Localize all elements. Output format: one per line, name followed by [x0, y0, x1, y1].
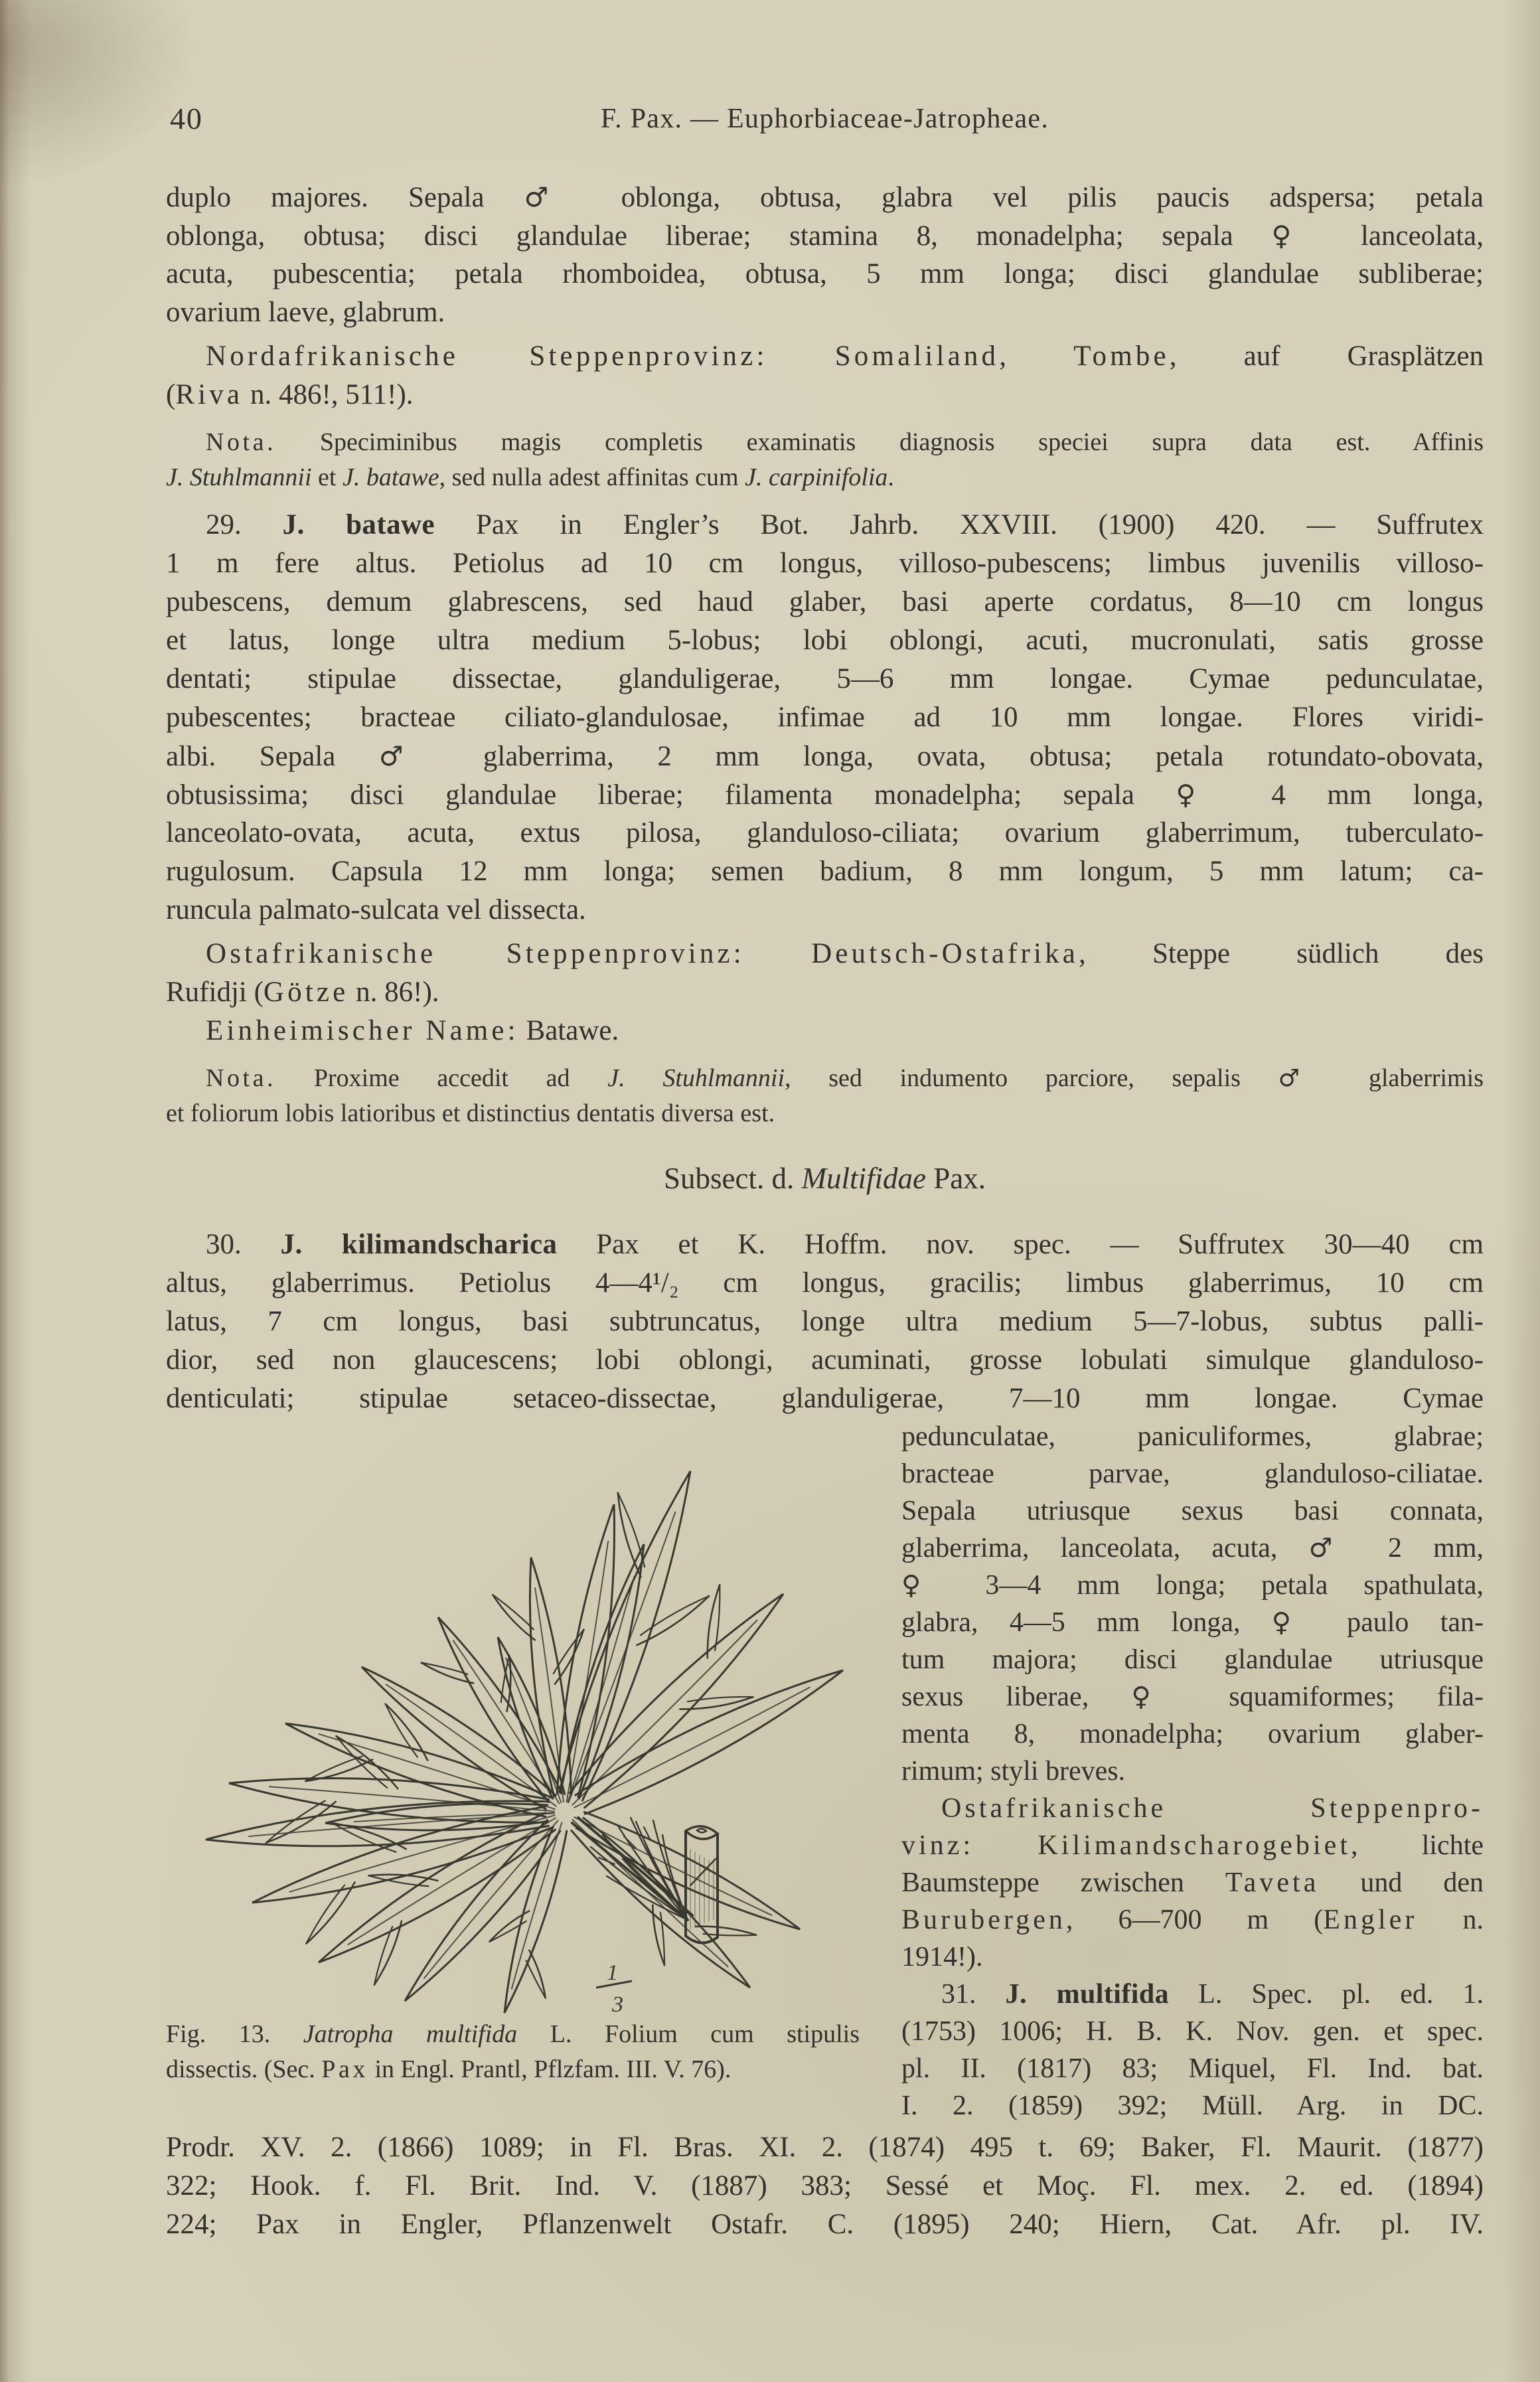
lobe-midvein	[569, 1512, 676, 1802]
stem-segment	[686, 1826, 718, 1943]
text-segment: glaberrimis	[1331, 1064, 1484, 1092]
text-line	[166, 698, 1484, 737]
text-segment: 224; Pax in Engler, Pflanzenwelt Ostafr. C. (1895) 240; Hiern, Cat. Afr. pl. IV.	[166, 2209, 1484, 2240]
letterspaced-text: Götze	[263, 977, 349, 1008]
text-segment: dior, sed non glaucescens; lobi oblongi, acuminati, grosse lobulati simulque glanduloso-	[166, 1344, 1484, 1376]
lobe-midvein	[319, 1734, 555, 1809]
right-column-text	[901, 1418, 1484, 2124]
text-line	[901, 1827, 1484, 1864]
side-spike	[554, 1630, 584, 1674]
text-line	[166, 973, 1484, 1012]
species-30-wrap	[901, 1418, 1484, 1790]
text-segment: latus, 7 cm longus, basi subtruncatus, longe ultra medium 5—7-lobus, subtus palli-	[166, 1306, 1484, 1337]
text-line	[166, 891, 1484, 929]
subsect-heading	[166, 1159, 1484, 1198]
letterspaced-text: Taveta	[1225, 1867, 1320, 1898]
text-line	[166, 544, 1484, 583]
text-segment: L. Folium cum stipulis	[517, 2020, 860, 2048]
text-line	[901, 1455, 1484, 1492]
text-segment: menta 8, monadelpha; ovarium glaber-	[901, 1719, 1484, 1749]
figure-row	[166, 1418, 1484, 2124]
letterspaced-text: Somaliland	[834, 341, 1000, 372]
text-segment: .	[887, 463, 894, 491]
text-segment: 1914!).	[901, 1942, 983, 1972]
text-segment: Rufidji (	[166, 977, 264, 1008]
text-segment: , Steppe südlich des	[1079, 938, 1484, 969]
text-segment: glaberrima, 2 mm longa, ovata, obtusa; petala rotundato-obovata,	[439, 741, 1484, 772]
scale-numerator: 1	[607, 1960, 618, 1985]
text-segment: 322; Hook. f. Fl. Brit. Ind. V. (1887) 383; Sessé et Moç. Fl. mex. 2. ed. (1894)	[166, 2170, 1484, 2201]
text-segment: dentati; stipulae dissectae, glanduligerae, 5—6 mm longae. Cymae pedunculatae,	[166, 663, 1484, 694]
letterspaced-text: Deutsch-Ostafrika	[811, 938, 1079, 969]
letterspaced-text: Engler	[1323, 1905, 1418, 1935]
text-segment: ,	[999, 341, 1074, 372]
text-segment: acuta, pubescentia; petala rhomboidea, obtusa, 5 mm longa; disci glandulae subliberae;	[166, 258, 1484, 289]
text-segment: 1 m fere altus. Petiolus ad 10 cm longus, villoso-pubescens; limbus juvenilis villoso-	[166, 548, 1484, 579]
italic-text: J. batawe	[342, 463, 439, 491]
bold-text: J. multifida	[1005, 1979, 1170, 2010]
bold-text: J. batawe	[282, 509, 435, 540]
text-line	[901, 1939, 1484, 1976]
text-segment: Prodr. XV. 2. (1866) 1089; in Fl. Bras. XI. 2. (1874) 495 t. 69; Baker, Fl. Maurit. (1877)	[166, 2132, 1484, 2163]
text-segment: rimum; styli breves.	[901, 1756, 1126, 1786]
text-line	[901, 1901, 1484, 1939]
text-line	[166, 2017, 860, 2052]
text-line	[901, 1715, 1484, 1753]
text-segment: , sed indumento parciore, sepalis	[785, 1064, 1278, 1092]
text-line	[901, 2050, 1484, 2087]
text-segment: , 6—700 m (	[1065, 1905, 1324, 1935]
lobe-outline	[252, 1806, 552, 1903]
text-line	[166, 737, 1484, 775]
page-header	[166, 100, 1484, 138]
stem-pith	[697, 1829, 706, 1833]
locality-somaliland	[166, 337, 1484, 414]
side-spike	[374, 1921, 402, 1985]
gender-symbol: ♂	[1278, 1064, 1332, 1092]
text-line	[166, 2052, 860, 2087]
italic-text: J. Stuhlmannii	[166, 463, 312, 491]
gender-symbol: ♀	[1131, 1682, 1187, 1712]
text-segment: Baumsteppe zwischen	[901, 1867, 1225, 1898]
species-29	[166, 506, 1484, 929]
letterspaced-text: Ostafrikanische Steppenprovinz:	[206, 938, 745, 969]
text-line	[166, 376, 1484, 414]
text-segment: tum majora; disci glandulae utriusque	[901, 1644, 1484, 1675]
text-line	[166, 1012, 1484, 1050]
side-spike	[704, 1934, 757, 1935]
jatropha-multifida-leaf-illustration	[166, 1418, 883, 2016]
text-line	[166, 2205, 1484, 2244]
bold-text: J. kilimandscharica	[280, 1229, 558, 1260]
italic-text: Jatropha multifida	[303, 2020, 518, 2048]
text-segment: 2 mm,	[1356, 1533, 1484, 1563]
text-line	[166, 1303, 1484, 1341]
species-31-start	[901, 1976, 1484, 2124]
side-spike	[526, 1960, 546, 1998]
text-segment: n.	[1417, 1905, 1484, 1935]
text-line	[166, 1341, 1484, 1380]
text-segment: in Engl. Prantl, Pflzfam. III. V. 76).	[368, 2055, 732, 2083]
text-segment: Proxime accedit ad	[276, 1064, 608, 1092]
text-segment: n. 486!, 511!).	[243, 379, 414, 410]
text-segment	[768, 341, 835, 372]
text-segment: duplo majores. Sepala	[166, 182, 524, 213]
text-segment: (	[166, 379, 176, 410]
letterspaced-text: Ostafrikanische Steppenpro-	[941, 1793, 1484, 1824]
text-segment: oblonga, obtusa, glabra vel pilis paucis adspersa; petala	[581, 182, 1484, 213]
text-segment: 31.	[941, 1979, 1006, 2010]
main-text-lower	[166, 2128, 1484, 2244]
gender-symbol: ♀	[1271, 220, 1323, 252]
text-line	[166, 1226, 1484, 1264]
text-segment: Sepala utriusque sexus basi connata,	[901, 1496, 1484, 1526]
gender-symbol: ♂	[1308, 1533, 1357, 1563]
text-line	[166, 506, 1484, 544]
text-line	[901, 1641, 1484, 1678]
leaf-lobes	[206, 1471, 843, 2013]
side-spike	[493, 1595, 535, 1640]
letterspaced-text: Kilimandscharogebiet	[1038, 1830, 1351, 1861]
text-segment: glaberrima, lanceolata, acuta,	[901, 1533, 1309, 1563]
text-line	[901, 1604, 1484, 1641]
letterspaced-text: Riva	[175, 379, 244, 410]
nota-1	[166, 425, 1484, 495]
nota-2	[166, 1061, 1484, 1131]
text-segment: sexus liberae,	[901, 1682, 1132, 1712]
lobe-outline	[557, 1504, 614, 1797]
text-segment: pl. II. (1817) 83; Miquel, Fl. Ind. bat.	[901, 2053, 1484, 2084]
text-segment: bracteae parvae, glanduloso-ciliatae.	[901, 1459, 1484, 1489]
side-spike	[493, 1595, 533, 1629]
text-line	[166, 178, 1484, 216]
text-segment: Batawe.	[518, 1015, 619, 1046]
native-name	[166, 1012, 1484, 1050]
gender-symbol: ♀	[1271, 1607, 1316, 1638]
text-line	[901, 2013, 1484, 2050]
text-segment: L. Spec. pl. ed. 1.	[1169, 1979, 1484, 2010]
text-segment: squamiformes; fila-	[1186, 1682, 1484, 1712]
text-line	[166, 2167, 1484, 2205]
gender-symbol: ♀	[1176, 779, 1230, 811]
text-line	[166, 460, 1484, 495]
letterspaced-text: vinz:	[901, 1830, 974, 1861]
text-segment: denticulati; stipulae setaceo-dissectae, glanduligerae, 7—10 mm longae. Cymae	[166, 1383, 1484, 1414]
text-line	[166, 1264, 1484, 1303]
lobe-outline	[206, 1801, 549, 1846]
text-segment: pubescens, demum glabrescens, sed haud glaber, basi aperte cordatus, 8—10 cm longus	[166, 586, 1484, 617]
text-segment	[745, 938, 811, 969]
text-segment: dissectis. (Sec.	[166, 2055, 322, 2083]
text-line	[166, 621, 1484, 660]
text-segment: et	[311, 463, 343, 491]
species-30-start	[166, 1226, 1484, 1418]
gender-symbol: ♂	[524, 181, 581, 213]
italic-text: Multifidae	[801, 1162, 926, 1195]
text-segment: , sed nulla adest affinitas cum	[439, 463, 745, 491]
text-segment: Speciminibus magis completis examinatis diagnosis speciei supra data est. Affinis	[276, 428, 1484, 456]
text-line	[901, 1492, 1484, 1530]
text-segment: 30.	[206, 1229, 281, 1260]
text-segment: obtusissima; disci glandulae liberae; filamenta monadelpha; sepala	[166, 779, 1176, 811]
text-line	[901, 1753, 1484, 1790]
letterspaced-text: Nota.	[206, 428, 277, 456]
text-segment: paulo tan-	[1315, 1607, 1484, 1638]
text-line	[901, 2087, 1484, 2124]
text-segment: , auf Grasplätzen	[1169, 341, 1484, 372]
text-segment: pedunculatae, paniculiformes, glabrae;	[901, 1421, 1484, 1452]
locality-kilimandscharo	[901, 1790, 1484, 1976]
text-segment: , lichte	[1351, 1830, 1484, 1861]
running-title: F. Pax. — Euphorbiaceae-Jatropheae.	[600, 104, 1049, 134]
text-segment: (1753) 1006; H. B. K. Nov. gen. et spec.	[901, 2016, 1484, 2047]
locality-rufidji	[166, 935, 1484, 1012]
side-spike	[618, 1493, 641, 1577]
figure-13-caption	[166, 2017, 860, 2087]
letterspaced-text: Tombe	[1073, 341, 1170, 372]
text-line	[166, 337, 1484, 376]
text-segment: Fig. 13.	[166, 2020, 303, 2048]
main-text-upper	[166, 178, 1484, 1418]
species-31-continued	[166, 2128, 1484, 2244]
text-line	[166, 814, 1484, 852]
text-line	[166, 852, 1484, 891]
gender-symbol: ♀	[901, 1570, 950, 1601]
text-line	[166, 583, 1484, 621]
figure-caption	[166, 2017, 860, 2087]
italic-text: J. carpinifolia	[745, 463, 888, 491]
text-line	[901, 1567, 1484, 1604]
text-line	[166, 293, 1484, 332]
text-block	[166, 100, 1484, 2244]
letterspaced-text: Einheimischer Name:	[206, 1015, 519, 1046]
text-segment: 4 mm longa,	[1229, 779, 1484, 811]
side-spike	[529, 1950, 545, 1998]
letterspaced-text: Burubergen	[901, 1905, 1066, 1935]
text-line	[166, 1061, 1484, 1096]
text-line	[166, 216, 1484, 255]
text-line	[166, 775, 1484, 814]
text-segment: Pax et K. Hoffm. nov. spec. — Suffrutex 30—40 cm	[557, 1229, 1484, 1260]
text-line	[166, 425, 1484, 460]
text-line	[166, 935, 1484, 973]
text-line	[901, 1864, 1484, 1901]
text-segment: oblonga, obtusa; disci glandulae liberae; stamina 8, monadelpha; sepala	[166, 220, 1272, 252]
text-segment: ovarium laeve, glabrum.	[166, 297, 445, 328]
italic-text: J. Stuhlmannii	[607, 1064, 785, 1092]
scale-fraction	[596, 1960, 632, 2016]
text-segment: lanceolato-ovata, acuta, extus pilosa, glanduloso-ciliata; ovarium glaberrimum, tuberculato-	[166, 817, 1484, 848]
text-line	[166, 255, 1484, 293]
text-segment: 3—4 mm longa; petala spathulata,	[949, 1570, 1484, 1601]
letterspaced-text: Pax	[321, 2055, 368, 2083]
letterspaced-text: Nordafrikanische Steppenprovinz:	[206, 341, 768, 372]
text-line	[901, 1530, 1484, 1567]
text-segment: runcula palmato-sulcata vel dissecta.	[166, 894, 586, 925]
text-segment: lanceolata,	[1322, 220, 1484, 252]
letterspaced-text: Nota.	[206, 1064, 277, 1092]
text-line	[166, 1159, 1484, 1198]
text-segment: rugulosum. Capsula 12 mm longa; semen badium, 8 mm longum, 5 mm latum; ca-	[166, 856, 1484, 887]
text-line	[901, 1790, 1484, 1827]
text-segment: et foliorum lobis latioribus et distinctius dentatis diversa est.	[166, 1099, 775, 1127]
text-line	[166, 660, 1484, 698]
text-segment: et latus, longe ultra medium 5-lobus; lobi oblongi, acuti, mucronulati, satis grosse	[166, 625, 1484, 656]
text-line	[901, 1976, 1484, 2013]
side-spike	[306, 1885, 345, 1944]
page-number: 40	[170, 102, 203, 135]
text-line	[166, 1380, 1484, 1418]
scale-denominator: 3	[612, 1992, 623, 2016]
text-line	[901, 1418, 1484, 1455]
text-segment: Pax.	[925, 1162, 986, 1195]
text-segment	[974, 1830, 1038, 1861]
text-segment: Pax in Engler’s Bot. Jahrb. XXVIII. (1900) 420. — Suffrutex	[435, 509, 1484, 540]
text-segment: n. 86!).	[348, 977, 439, 1008]
text-segment: glabra, 4—5 mm longa,	[901, 1607, 1272, 1638]
side-spike	[266, 1801, 325, 1843]
text-segment: I. 2. (1859) 392; Müll. Arg. in DC.	[901, 2091, 1484, 2121]
text-line	[166, 1096, 1484, 1131]
figure-13	[166, 1418, 883, 2087]
text-segment: Subsect. d.	[664, 1162, 802, 1195]
para-continuation	[166, 178, 1484, 332]
text-segment: und den	[1319, 1867, 1484, 1898]
text-segment: albi. Sepala	[166, 741, 379, 772]
stipule-fork	[624, 1836, 636, 1848]
text-segment: altus, glaberrimus. Petiolus 4—4¹/₂ cm longus, gracilis; limbus glaberrimus, 10 cm	[166, 1267, 1484, 1299]
gender-symbol: ♂	[378, 740, 440, 772]
text-segment: pubescentes; bracteae ciliato-glandulosae, infimae ad 10 mm longae. Flores viridi-	[166, 702, 1484, 733]
text-line	[901, 1678, 1484, 1715]
text-line	[166, 2128, 1484, 2167]
text-segment: 29.	[206, 509, 283, 540]
